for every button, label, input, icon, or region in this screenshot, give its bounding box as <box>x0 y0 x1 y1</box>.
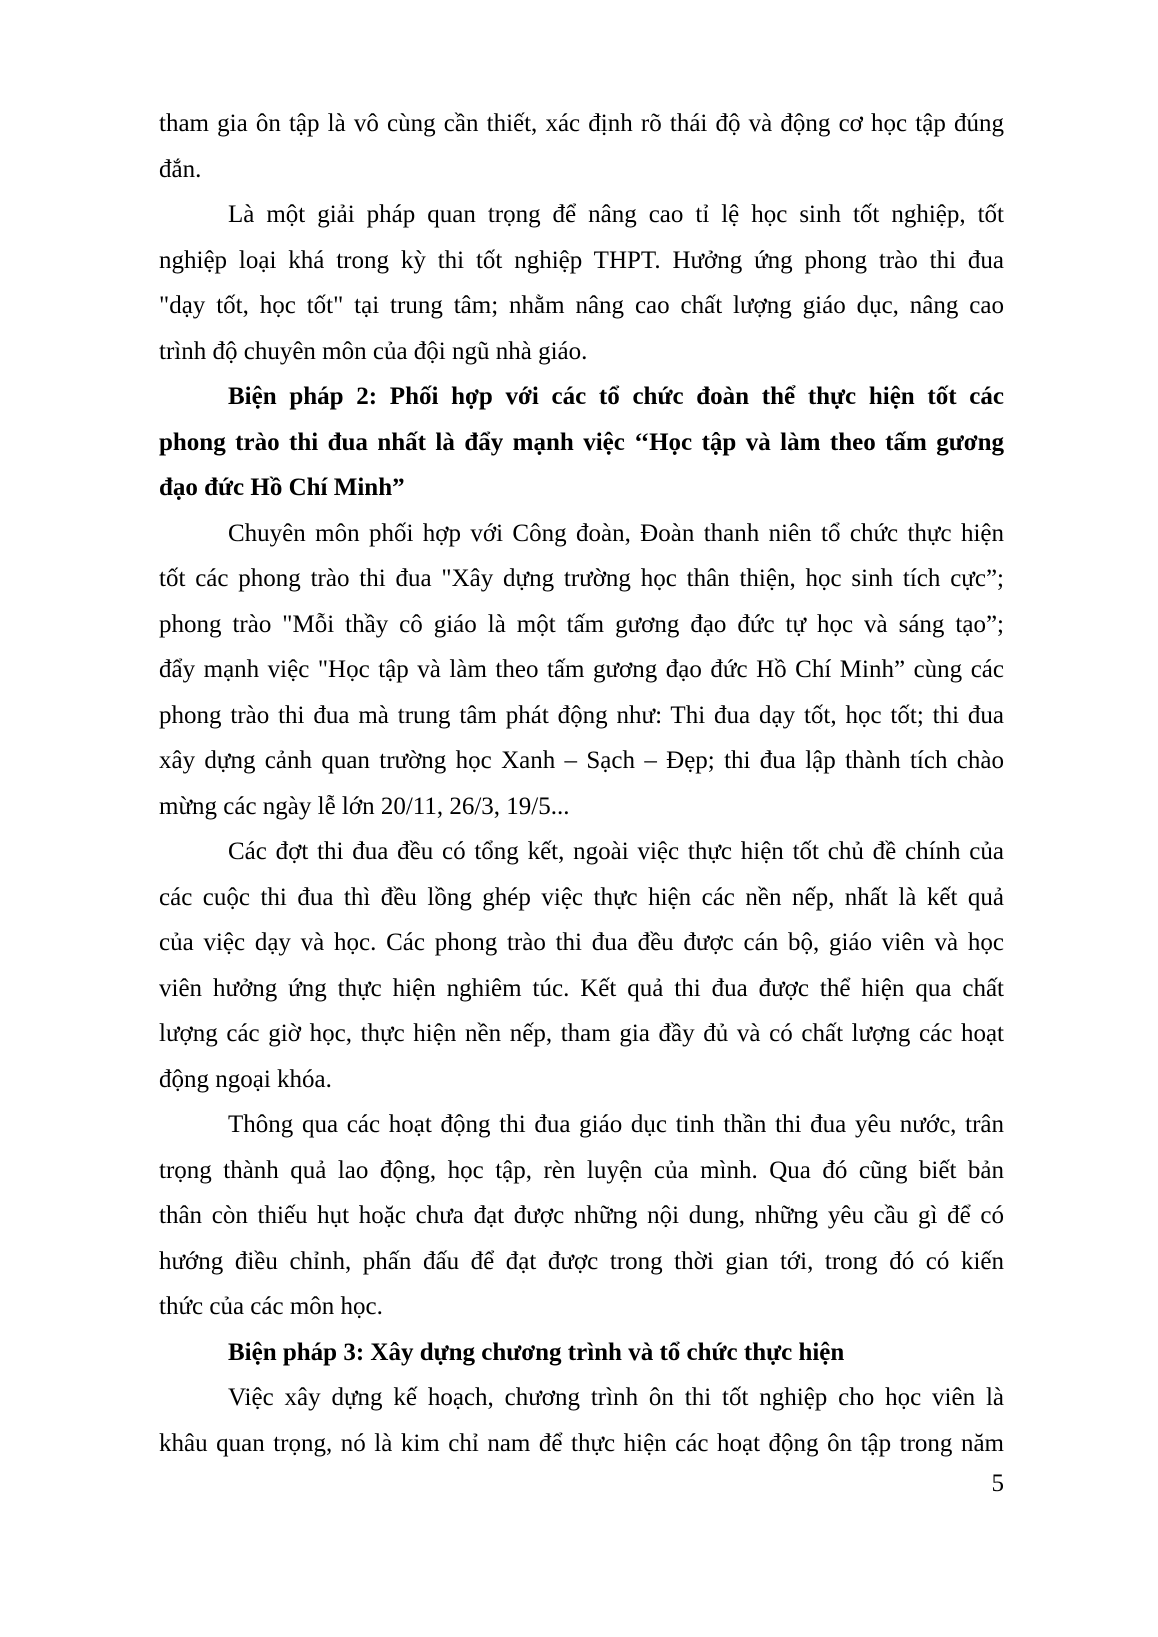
text-line: viên hưởng ứng thực hiện nghiêm túc. Kết quả thi đua được thể hiện qua chất <box>159 974 1004 1002</box>
heading-line: Biện pháp 3: Xây dựng chương trình và tổ chức thực hiện <box>228 1338 845 1366</box>
text-line: thức của các môn học. <box>159 1293 383 1320</box>
text-line: của việc dạy và học. Các phong trào thi đua đều được cán bộ, giáo viên và học <box>159 929 1004 956</box>
text-line: đắn. <box>159 155 202 183</box>
heading-line: Biện pháp 2: Phối hợp với các tổ chức đoàn thể thực hiện tốt các <box>228 383 1004 410</box>
text-line: đẩy mạnh việc "Học tập và làm theo tấm gương đạo đức Hồ Chí Minh” cùng các <box>159 656 1004 683</box>
text-line: xây dựng cảnh quan trường học Xanh – Sạch – Đẹp; thi đua lập thành tích chào <box>159 747 1004 774</box>
page-number: 5 <box>991 1470 1004 1497</box>
document-body <box>159 101 1004 1466</box>
text-line: phong trào "Mỗi thầy cô giáo là một tấm gương đạo đức tự học và sáng tạo”; <box>159 610 1004 638</box>
text-line: Là một giải pháp quan trọng để nâng cao tỉ lệ học sinh tốt nghiệp, tốt <box>228 201 1004 228</box>
text-line: Việc xây dựng kế hoạch, chương trình ôn thi tốt nghiệp cho học viên là <box>228 1384 1004 1411</box>
text-line: trọng thành quả lao động, học tập, rèn luyện của mình. Qua đó cũng biết bản <box>159 1156 1004 1184</box>
text-line: khâu quan trọng, nó là kim chỉ nam để thực hiện các hoạt động ôn tập trong năm <box>159 1429 1004 1457</box>
heading-line: đạo đức Hồ Chí Minh” <box>159 474 405 501</box>
text-line: lượng các giờ học, thực hiện nền nếp, tham gia đầy đủ và có chất lượng các hoạt <box>159 1020 1004 1047</box>
text-line: Các đợt thi đua đều có tổng kết, ngoài việc thực hiện tốt chủ đề chính của <box>228 838 1004 865</box>
text-line: phong trào thi đua mà trung tâm phát động như: Thi đua dạy tốt, học tốt; thi đua <box>159 701 1004 729</box>
text-line: tốt các phong trào thi đua "Xây dựng trường học thân thiện, học sinh tích cực”; <box>159 565 1004 592</box>
text-line: trình độ chuyên môn của đội ngũ nhà giáo. <box>159 337 588 365</box>
text-line: nghiệp loại khá trong kỳ thi tốt nghiệp THPT. Hưởng ứng phong trào thi đua <box>159 246 1004 274</box>
text-line: các cuộc thi đua thì đều lồng ghép việc thực hiện các nền nếp, nhất là kết quả <box>159 883 1004 911</box>
text-line: động ngoại khóa. <box>159 1065 332 1093</box>
text-line: tham gia ôn tập là vô cùng cần thiết, xác định rõ thái độ và động cơ học tập đúng <box>159 110 1004 137</box>
text-line: mừng các ngày lễ lớn 20/11, 26/3, 19/5... <box>159 792 570 820</box>
text-line: thân còn thiếu hụt hoặc chưa đạt được những nội dung, những yêu cầu gì để có <box>159 1202 1004 1229</box>
text-line: Chuyên môn phối hợp với Công đoàn, Đoàn thanh niên tổ chức thực hiện <box>228 519 1004 547</box>
text-line: Thông qua các hoạt động thi đua giáo dục tinh thần thi đua yêu nước, trân <box>228 1111 1004 1138</box>
heading-line: phong trào thi đua nhất là đẩy mạnh việc ‘‘Học tập và làm theo tấm gương <box>159 428 1004 456</box>
text-line: hướng điều chỉnh, phấn đấu để đạt được trong thời gian tới, trong đó có kiến <box>159 1247 1004 1275</box>
text-line: "dạy tốt, học tốt" tại trung tâm; nhằm nâng cao chất lượng giáo dục, nâng cao <box>159 292 1004 319</box>
